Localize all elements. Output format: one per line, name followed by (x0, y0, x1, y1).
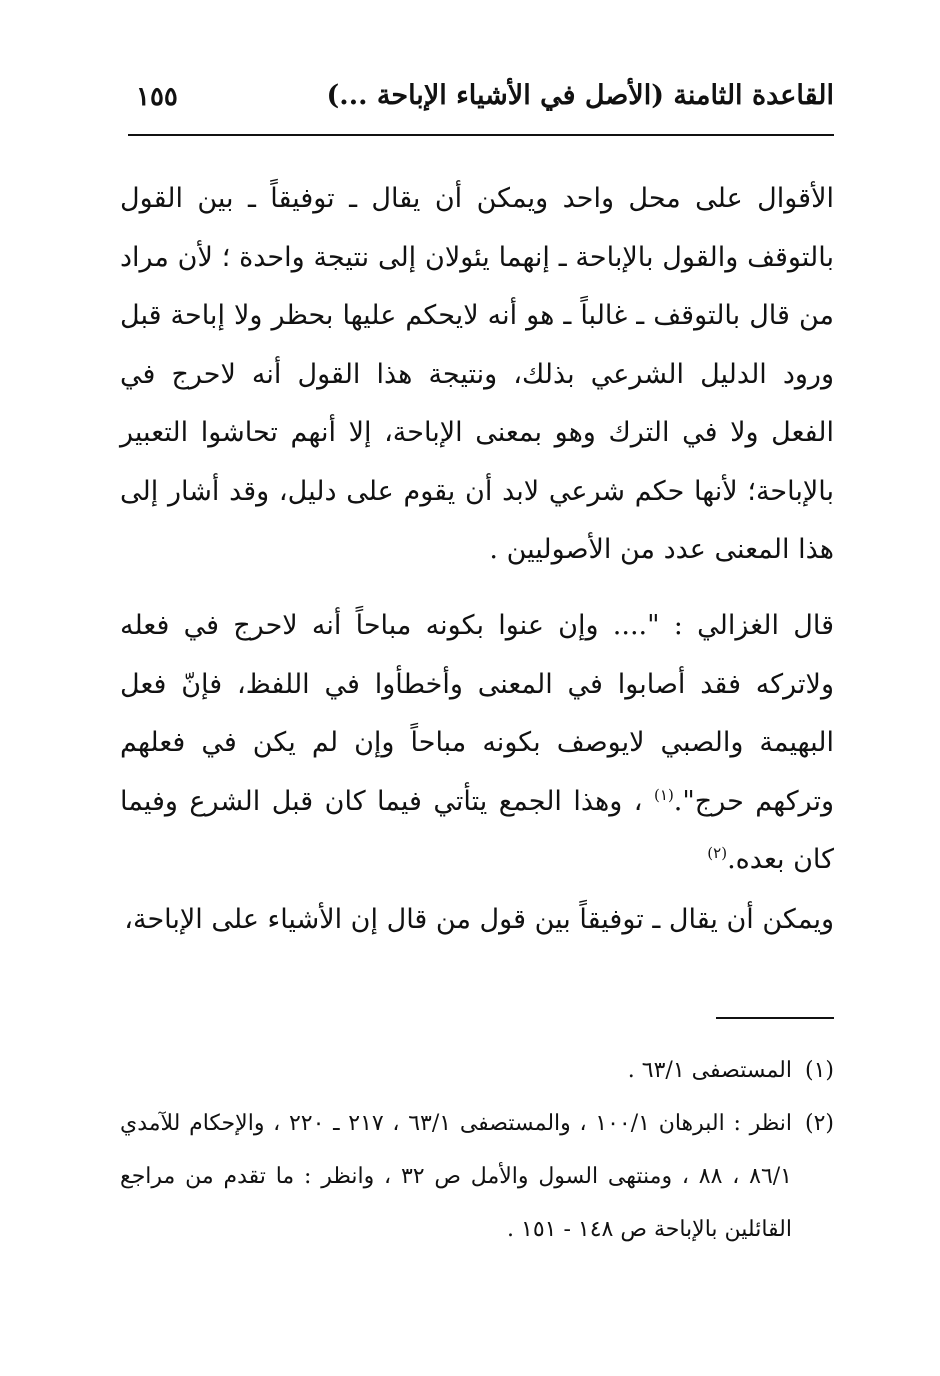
footnotes (120, 1044, 834, 1256)
footnote-number: (٢) (804, 1111, 834, 1136)
footnote-ref-2[interactable]: (٢) (707, 844, 728, 862)
running-title: القاعدة الثامنة (الأصل في الأشياء الإباحة ...) (326, 80, 834, 111)
header-rule (128, 134, 834, 136)
footnote-text: المستصفى ٦٣/١ . (627, 1058, 792, 1083)
paragraph-3: ويمكن أن يقال ـ توفيقاً بين قول من قال إن الأشياء على الإباحة، (124, 904, 834, 935)
main-text (120, 170, 834, 950)
footnote-ref-1[interactable]: (١) (654, 785, 674, 804)
page-number: ١٥٥ (136, 82, 178, 112)
paragraph-2 (120, 597, 834, 891)
paragraph-1: الأقوال على محل واحد ويمكن أن يقال ـ توفيقاً ـ بين القول بالتوقف والقول بالإباحة ـ إنهما يئولان إلى نتيجة واحدة ؛ لأن مراد من قال بالتوقف ـ غالباً ـ هو أنه لايحكم عليها بحظر ولا إباحة قبل ورود الدليل الشرعي بذلك، ونتيجة هذا القول أنه لاحرج في الفعل ولا في الترك وهو بمعنى الإباحة، إلا أنهم تحاشوا التعبير بالإباحة؛ لأنها حكم شرعي لابد أن يقوم على دليل، وقد أشار إلى هذا المعنى عدد من الأصوليين . (120, 183, 834, 565)
paragraph-2-quote: قال الغزالي : ".... وإن عنوا بكونه مباحاً أنه لاحرج في فعله ولاتركه فقد أصابوا في المعنى وأخطأوا في اللفظ، فإنّ فعل البهيمة والصبي لايوصف بكونه مباحاً وإن لم يكن في فعلهم وتركهم حرج". (120, 610, 835, 817)
footnote-text: انظر : البرهان ١٠٠/١ ، والمستصفى ٦٣/١ ، ٢١٧ ـ ٢٢٠ ، والإحكام للآمدي ٨٦/١ ، ٨٨ ، ومنتهى السول والأمل ص ٣٢ ، وانظر : ما تقدم من مراجع القائلين بالإباحة ص ١٤٨ - ١٥١ . (120, 1111, 792, 1242)
footnote-1 (120, 1044, 834, 1097)
footnote-2 (120, 1097, 834, 1256)
paragraph-2-continuation: ، وهذا الجمع يتأتي فيما كان قبل الشرع وفيما كان بعده. (120, 785, 834, 875)
running-header (120, 74, 834, 130)
footnote-number: (١) (804, 1058, 834, 1083)
footnote-rule (716, 1017, 834, 1019)
